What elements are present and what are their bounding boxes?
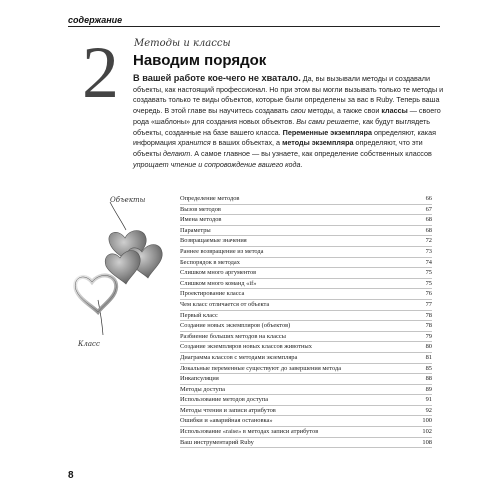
toc-entry[interactable]	[180, 332, 432, 343]
table-of-contents	[180, 194, 432, 448]
class-label: Класс	[78, 340, 100, 348]
toc-entry-title: Использование методов доступа	[180, 396, 269, 404]
toc-entry[interactable]	[180, 438, 432, 449]
toc-entry-page: 77	[425, 300, 432, 308]
toc-entry[interactable]	[180, 374, 432, 385]
toc-entry-page: 81	[425, 353, 432, 361]
toc-entry[interactable]	[180, 258, 432, 269]
cookie-objects	[105, 231, 162, 285]
chapter-heading: Наводим порядок	[133, 52, 267, 69]
toc-entry-title: Первый класс	[180, 311, 218, 319]
intro-text: . А самое главное — вы узнаете, как определение собственных классов	[190, 148, 432, 158]
intro-bold: методы экземпляра	[282, 138, 354, 148]
toc-entry[interactable]	[180, 289, 432, 300]
toc-entry-page: 72	[425, 237, 432, 245]
intro-text: , как будут выглядеть объекты, созданные на базе вашего класса.	[133, 116, 431, 137]
toc-entry-title: Параметры	[180, 226, 211, 234]
toc-entry[interactable]	[180, 247, 432, 258]
toc-entry[interactable]	[180, 406, 432, 417]
intro-text: методы, а также свои	[305, 106, 382, 116]
cookie-cutter-illustration	[70, 190, 175, 350]
intro-emphasis: упрощает чтение и сопровождение вашего кода	[133, 159, 301, 169]
intro-text: — своего рода «шаблоны» для создания новых объектов.	[133, 106, 441, 126]
toc-entry[interactable]	[180, 395, 432, 406]
toc-entry-title: Беспорядок в методах	[180, 258, 240, 266]
toc-entry-page: 78	[425, 322, 432, 330]
intro-emphasis: делают	[163, 148, 191, 158]
header-divider	[68, 26, 440, 27]
toc-entry-page: 67	[425, 205, 432, 213]
toc-entry-page: 74	[425, 258, 432, 266]
toc-entry-title: Чем класс отличается от объекта	[180, 300, 270, 308]
toc-entry[interactable]	[180, 279, 432, 290]
toc-entry[interactable]	[180, 364, 432, 375]
intro-text: Да, вы вызывали методы и создавали объекты, как настоящий профессионал. Но при этом вы могли вызывать только те методы и создавать только те виды объектов, которые были определены за вас в Ruby. Теперь ваша очередь. В этой главе вы научитесь создавать	[133, 74, 444, 116]
toc-entry[interactable]	[180, 353, 432, 364]
chapter-number: 2	[82, 32, 119, 114]
toc-entry-title: Проектирование класса	[180, 290, 245, 298]
toc-entry[interactable]	[180, 226, 432, 237]
toc-entry-page: 88	[425, 375, 432, 383]
toc-entry[interactable]	[180, 427, 432, 438]
toc-entry-title: Диаграмма классов с методами экземпляра	[180, 353, 298, 361]
toc-entry[interactable]	[180, 205, 432, 216]
toc-entry-title: Методы чтения и записи атрибутов	[180, 406, 276, 414]
toc-entry-title: Разбиение больших методов на классы	[180, 332, 286, 340]
intro-text: в ваших объектах, а	[210, 138, 283, 148]
toc-entry[interactable]	[180, 342, 432, 353]
toc-entry[interactable]	[180, 300, 432, 311]
intro-text: определяют, какая информация	[133, 127, 436, 148]
toc-entry-title: Использование «raise» в методах записи атрибутов	[180, 428, 319, 436]
toc-entry-page: 66	[425, 195, 432, 202]
toc-entry-title: Имена методов	[180, 216, 222, 224]
page-number: 8	[68, 470, 74, 481]
toc-entry[interactable]	[180, 416, 432, 427]
toc-entry-page: 102	[422, 428, 432, 436]
intro-text: определяют, что эти объекты	[133, 138, 423, 158]
toc-entry-title: Возвращаемые значения	[180, 237, 247, 245]
intro-bold: классы	[381, 106, 408, 116]
toc-entry-title: Создание новых экземпляров (объектов)	[180, 322, 291, 330]
toc-entry-title: Слишком много команд «if»	[180, 279, 257, 287]
toc-entry-page: 68	[425, 216, 432, 224]
toc-entry-page: 89	[425, 385, 432, 393]
toc-entry-title: Определение методов	[180, 195, 240, 202]
toc-entry-page: 108	[422, 438, 432, 446]
toc-entry-page: 73	[425, 247, 432, 255]
toc-entry-title: Методы доступа	[180, 385, 225, 393]
toc-entry-title: Слишком много аргументов	[180, 269, 257, 277]
toc-entry-title: Ваш инструментарий Ruby	[180, 438, 254, 446]
toc-entry-page: 85	[425, 364, 432, 372]
toc-entry-page: 79	[425, 332, 432, 340]
toc-entry[interactable]	[180, 268, 432, 279]
toc-entry[interactable]	[180, 321, 432, 332]
objects-label: Объекты	[110, 196, 146, 204]
toc-entry[interactable]	[180, 385, 432, 396]
toc-entry[interactable]	[180, 236, 432, 247]
toc-entry-title: Инкапсуляция	[180, 375, 219, 383]
toc-entry-page: 78	[425, 311, 432, 319]
toc-entry-page: 91	[425, 396, 432, 404]
chapter-intro	[133, 73, 445, 170]
toc-entry-title: Локальные переменные существуют до завершения метода	[180, 364, 342, 372]
toc-entry[interactable]	[180, 215, 432, 226]
toc-entry-page: 92	[425, 406, 432, 414]
toc-entry-title: Ошибки и «аварийная остановка»	[180, 417, 273, 425]
intro-text: .	[300, 159, 303, 169]
chapter-title: Методы и классы	[134, 38, 231, 49]
intro-bold: Переменные экземпляра	[282, 127, 372, 137]
toc-entry[interactable]	[180, 194, 432, 205]
toc-entry[interactable]	[180, 311, 432, 322]
intro-lead: В вашей работе кое-чего не хватало.	[133, 73, 301, 83]
toc-entry-page: 75	[425, 279, 432, 287]
intro-emphasis: хранится	[177, 138, 211, 148]
toc-entry-title: Раннее возвращение из метода	[180, 247, 264, 255]
toc-entry-page: 76	[425, 290, 432, 298]
toc-entry-page: 100	[422, 417, 432, 425]
intro-emphasis: Вы сами решаете	[296, 116, 359, 126]
heart-cutter-icon	[75, 275, 116, 312]
toc-entry-title: Вызов методов	[180, 205, 221, 213]
section-header-label: содержание	[68, 15, 123, 25]
toc-entry-page: 75	[425, 269, 432, 277]
toc-entry-page: 80	[425, 343, 432, 351]
toc-entry-title: Создание экземпляров новых классов животных	[180, 343, 312, 351]
intro-emphasis: свои	[290, 106, 306, 116]
toc-entry-page: 68	[425, 226, 432, 234]
